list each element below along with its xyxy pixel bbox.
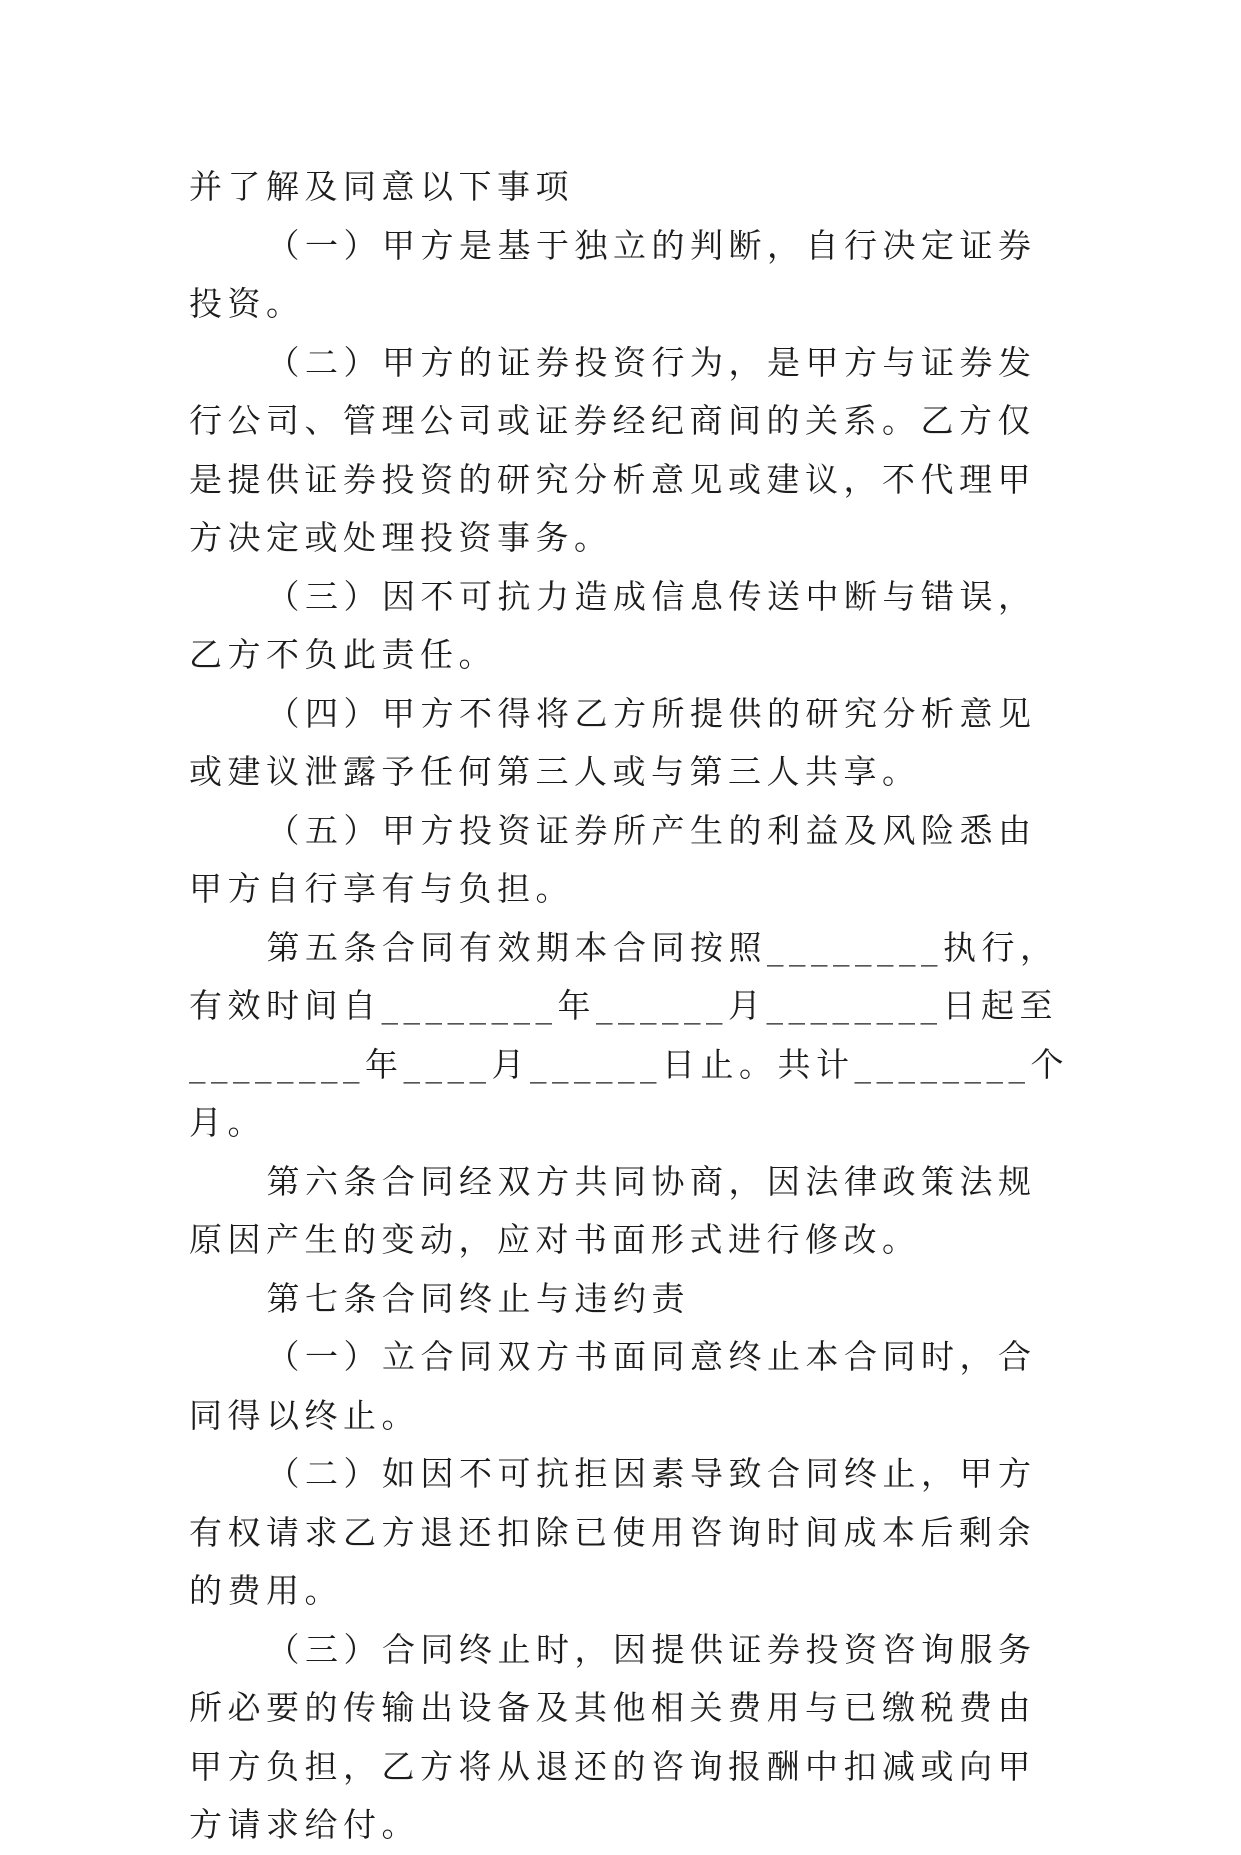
paragraph-item-5: （五）甲方投资证券所产生的利益及风险悉由甲方自行享有与负担。: [189, 810, 1037, 908]
paragraph-item-3: （三）因不可抗力造成信息传送中断与错误，乙方不负此责任。: [189, 576, 1037, 674]
article-5-validity-period: 第五条合同有效期本合同按照________执行，有效时间自________年______月________日起至________年____月______日止。共计________个月。: [189, 927, 1069, 1142]
article-7-item-1: （一）立合同双方书面同意终止本合同时，合同得以终止。: [189, 1337, 1037, 1435]
paragraph-item-1: （一）甲方是基于独立的判断，自行决定证券投资。: [189, 225, 1037, 323]
article-6-amendment: 第六条合同经双方共同协商，因法律政策法规原因产生的变动，应对书面形式进行修改。: [189, 1161, 1037, 1259]
paragraph-intro: 并了解及同意以下事项: [189, 167, 574, 206]
article-7-item-3: （三）合同终止时，因提供证券投资咨询服务所必要的传输出设备及其他相关费用与已缴税费由甲方负担，乙方将从退还的咨询报酬中扣减或向甲方请求给付。: [189, 1629, 1037, 1844]
paragraph-item-2: （二）甲方的证券投资行为，是甲方与证券发行公司、管理公司或证券经纪商间的关系。乙方仅是提供证券投资的研究分析意见或建议，不代理甲方决定或处理投资事务。: [189, 342, 1037, 557]
article-7-item-2: （二）如因不可抗拒因素导致合同终止，甲方有权请求乙方退还扣除已使用咨询时间成本后剩余的费用。: [189, 1454, 1037, 1610]
paragraph-item-4: （四）甲方不得将乙方所提供的研究分析意见或建议泄露予任何第三人或与第三人共享。: [189, 693, 1037, 791]
article-7-heading: 第七条合同终止与违约责: [266, 1278, 691, 1318]
document-body: [189, 158, 1069, 1855]
